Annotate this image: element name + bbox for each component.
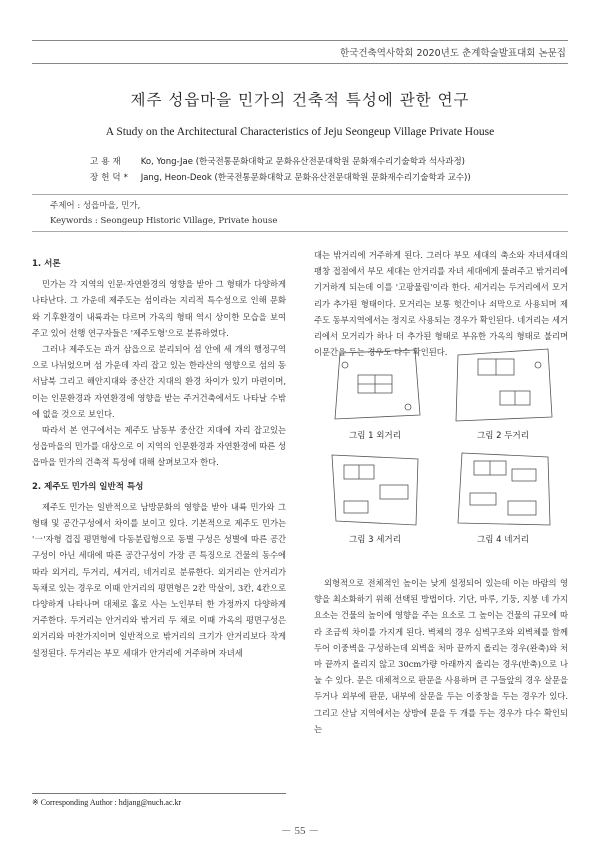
- paragraph: 민가는 각 지역의 인문·자연환경의 영향을 받아 그 형태가 다양하게 나타난다. 그 가운데 제주도는 섬이라는 지리적 특수성으로 인해 문화와 기후환경이 내륙과는 다르며 가옥의 형태 역시 상이한 모습을 보여주고 있어 선행 연구자들은 '제주도형'으로 분류하였다.: [32, 279, 286, 338]
- figure-3-plan: [320, 449, 430, 529]
- keywords-english: Keywords : Seongeup Historic Village, Private house: [50, 216, 278, 226]
- author-affiliation: (한국전통문화대학교 문화유산전문대학원 문화재수리기술학과 교수)): [214, 173, 471, 183]
- running-header: [32, 40, 568, 64]
- left-column: [32, 256, 286, 661]
- author-name-en: Jang, Heon-Deok: [140, 173, 212, 183]
- keywords-box: [32, 194, 568, 232]
- author-name-ko: 고용재: [90, 157, 124, 167]
- paragraph: 따라서 본 연구에서는 제주도 남동부 중산간 지대에 자리 잡고있는 성읍마을의 민가를 대상으로 이 지역의 인문환경과 자연환경에 따른 성읍마을 민가의 건축적 특성에 대해 살펴보고자 한다.: [32, 425, 286, 468]
- author-affiliation: (한국전통문화대학교 문화유산전문대학원 문화재수리기술학과 석사과정): [195, 157, 465, 167]
- figure-4-plan: [448, 449, 558, 529]
- author-row: [90, 170, 471, 186]
- journal-name: 한국건축역사학회 2020년도 춘계학술발표대회 논문집: [340, 48, 566, 59]
- figure-caption: 그림 3 세거리: [349, 535, 401, 545]
- title-korean: 제주 성읍마을 민가의 건축적 특성에 관한 연구: [130, 91, 470, 109]
- page-number: － 55 －: [280, 825, 320, 837]
- right-column: [314, 247, 568, 360]
- paragraph: 외형적으로 전체적인 높이는 낮게 설정되어 있는데 이는 바람의 영향을 최소화하기 위해 선택된 방법이다. 기단, 마루, 기둥, 지붕 네 가지 요소는 건물의 높이에 영향을 주는 요소로 그 높이는 건물의 규모에 따라 조금씩 차이를 가지게 된다. 벽체의 경우 심벽구조와 외벽체를 함께 두어 이중벽을 구성하는데 외벽을 처마 끝까지 올리는 경우(완축)와 처마 끝까지 올리지 않고 30cm가량 아래까지 올리는 경우(반축)으로 나눌 수 있다. 문은 대체적으로 판문을 사용하며 큰 구들앞의 경우 살문을 두거나 외부에 판문, 내부에 살문을 두는 이중창을 두는 경우가 있다. 그리고 산남 지역에서는 상방에 문을 두 개를 두는 경우가 다수 확인되는: [314, 578, 568, 734]
- title-english: A Study on the Architectural Characteristics of Jeju Seongeup Village Private House: [105, 126, 495, 138]
- figure-caption: 그림 4 네거리: [477, 535, 529, 545]
- paragraph: 대는 밖거리에 거주하게 된다. 그러다 부모 세대의 축소와 자녀세대의 팽창 접점에서 부모 세대는 안거리를 자녀 세대에게 물려주고 밖거리에 기거하게 되는데 이를 '고팡물림'이라 한다. 세거리는 두거리에서 모거리가 추가된 형태이다. 모거리는 보통 헛간이나 쇠막으로 사용되며 제주도 동부지역에서는 정지로 사용되는 경우가 확인된다. 네거리는 세거리에서 모거리가 하나 더 추가된 형태로 부유한 가옥의 형태로 불리며 이문간을 두는 경우도 다수 확인된다.: [314, 250, 568, 358]
- paragraph: 제주도 민가는 일반적으로 남방문화의 영향을 받아 내륙 민가와 그 형태 및 공간구성에서 차이를 보이고 있다. 기본적으로 제주도 민가는 '一'자형 겹집 평면형에 다동분립형으로 동별 구성은 성별에 따른 공간구성이 아닌 세대에 따른 공간구성이 가장 큰 특징으로 건물의 동수에 따라 외거리, 두거리, 세거리, 네거리로 분류한다. 외거리는 안거리가 독채로 있는 경우로 이때 안거리의 평면형은 2칸 막살이, 3칸, 4칸으로 다양하게 나타나며 대체로 홀로 사는 노인부터 한 가정까지 다양하게 거주한다. 두거리는 안거리와 밖거리 두 채로 이때 가옥의 평면구성은 외거리와 마찬가지이며 일반적으로 밖거리의 크기가 안거리보다 작게 설정된다. 두거리는 부모 세대가 안거리에 거주하며 자녀세: [32, 501, 286, 658]
- paragraph: 그러나 제주도는 과거 삼읍으로 분리되어 섬 안에 세 개의 행정구역으로 나뉘었으며 섬 가운데 자리 잡고 있는 한라산의 영향으로 섬의 동서남북 그리고 해안지대와 중산간 지대의 환경 차이가 있기 마련이며, 이는 인문환경과 자연환경에 영향을 받는 주거건축에서도 나타날 수밖에 없을 것으로 보인다.: [32, 344, 286, 419]
- section-heading: 2. 제주도 민가의 일반적 특성: [32, 481, 144, 492]
- author-name-en: Ko, Yong-Jae: [140, 157, 193, 167]
- figure-2-plan: [448, 345, 558, 425]
- figure-caption: 그림 1 외거리: [349, 431, 401, 441]
- figure-1-plan: [320, 345, 430, 425]
- keywords-korean: 주제어 : 성읍마을, 민가,: [50, 201, 141, 211]
- author-row: [90, 154, 471, 170]
- right-column-lower: [314, 575, 568, 737]
- author-block: [90, 154, 471, 186]
- figure-group: [320, 345, 560, 565]
- author-name-ko: 장헌덕*: [90, 173, 131, 183]
- figure-caption: 그림 2 두거리: [477, 431, 529, 441]
- section-heading: 1. 서론: [32, 259, 61, 269]
- footnote: ※ Corresponding Author : hdjang@nuch.ac.kr: [32, 793, 286, 807]
